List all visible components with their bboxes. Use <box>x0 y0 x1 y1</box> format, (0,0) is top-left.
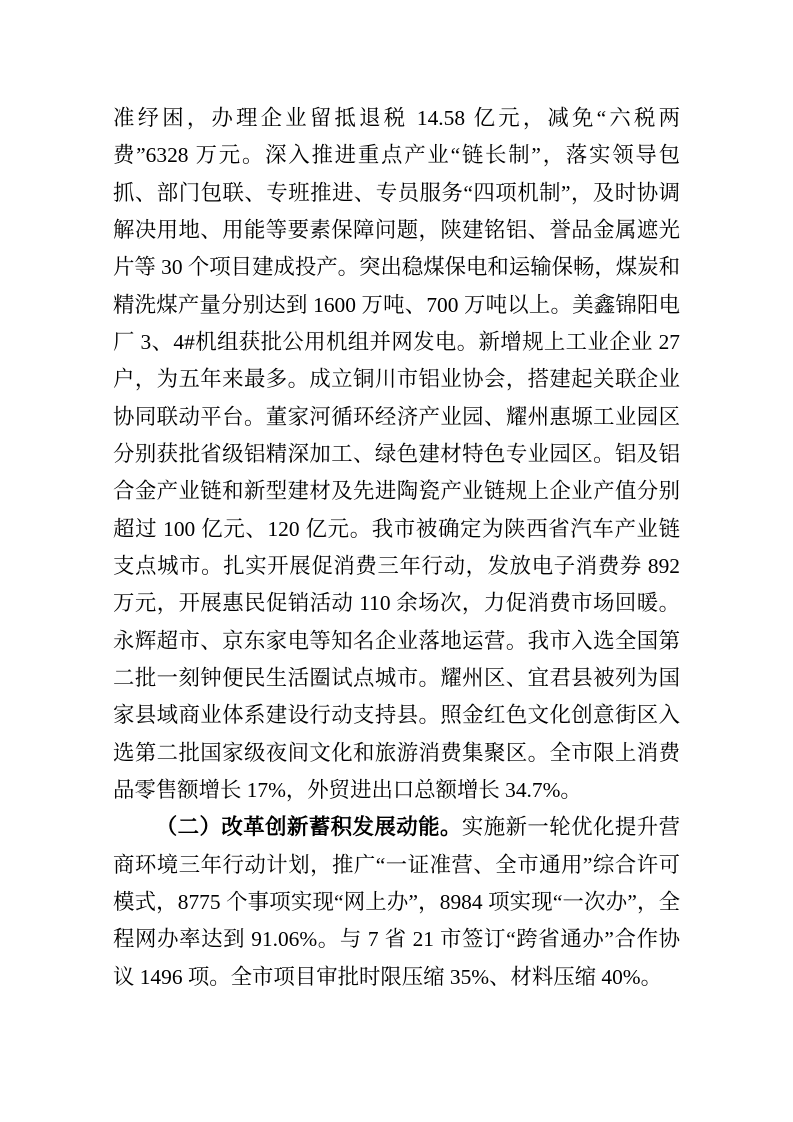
paragraph-1-text: 准纾困，办理企业留抵退税 14.58 亿元，减免“六税两费”6328 万元。深入推进重点产业“链长制”，落实领导包抓、部门包联、专班推进、专员服务“四项机制”，及时协调解决用地、用能等要素保障问题，陕建铭铝、誉品金属遮光片等 30 个项目建成投产。突出稳煤保电和运输保畅，煤炭和精洗煤产量分别达到 1600 万吨、700 万吨以上。美鑫锦阳电厂 3、4#机组获批公用机组并网发电。新增规上工业企业 27 户，为五年来最多。成立铜川市铝业协会，搭建起关联企业协同联动平台。董家河循环经济产业园、耀州惠塬工业园区分别获批省级铝精深加工、绿色建材特色专业园区。铝及铝合金产业链和新型建材及先进陶瓷产业链规上企业产值分别超过 100 亿元、120 亿元。我市被确定为陕西省汽车产业链支点城市。扎实开展促消费三年行动，发放电子消费券 892 万元，开展惠民促销活动 110 余场次，力促消费市场回暖。永辉超市、京东家电等知名企业落地运营。我市入选全国第二批一刻钟便民生活圈试点城市。耀州区、宜君县被列为国家县域商业体系建设行动支持县。照金红色文化创意街区入选第二批国家级夜间文化和旅游消费集聚区。全市限上消费品零售额增长 17%，外贸进出口总额增长 34.7%。 <box>113 106 680 802</box>
body-paragraph-2 <box>113 809 680 996</box>
paragraph-2-section-heading: （二）改革创新蓄积发展动能。 <box>155 815 462 840</box>
paragraph-2-text: 实施新一轮优化提升营商环境三年行动计划，推广“一证准营、全市通用”综合许可模式，8775 个事项实现“网上办”，8984 项实现“一次办”，全程网办率达到 91.06%。与 7 省 21 市签订“跨省通办”合作协议 1496 项。全市项目审批时限压缩 35%、材料压缩 40%。 <box>113 815 680 989</box>
body-paragraph-1 <box>113 100 680 809</box>
page-text-content <box>113 100 680 996</box>
